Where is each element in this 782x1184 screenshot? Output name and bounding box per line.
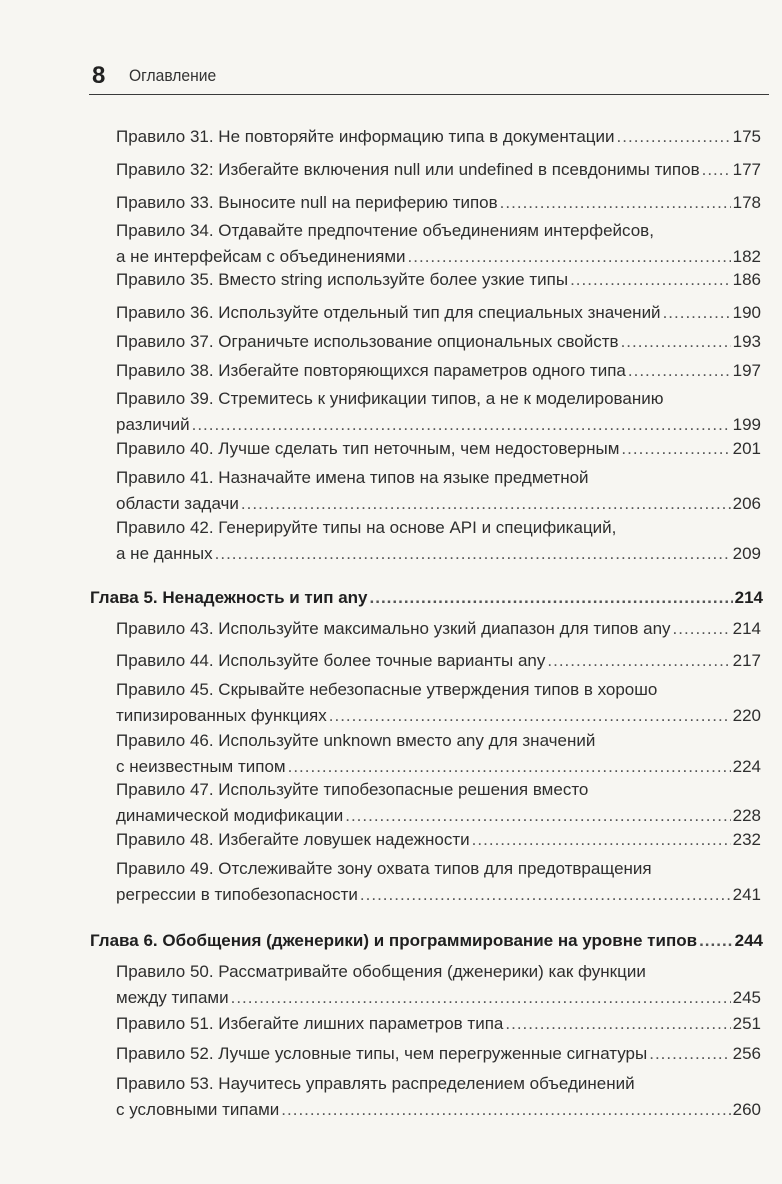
toc-entry-text: а не данных — [116, 544, 213, 563]
toc-chapter-entry — [90, 928, 763, 954]
toc-entry-text: Правило 43. Используйте максимально узкий диапазон для типов any — [116, 619, 671, 638]
toc-rule-entry — [116, 1041, 761, 1067]
toc-page-number: 251 — [732, 1014, 761, 1033]
toc-entry-text: Правило 35. Вместо string используйте более узкие типы — [116, 270, 569, 289]
toc-entry-text: Правило 49. Отслеживайте зону охвата типов для предотвращения — [116, 859, 652, 878]
toc-entry-text: динамической модификации — [116, 806, 344, 825]
toc-page-number: 228 — [732, 806, 761, 825]
toc-entry-text: Правило 32: Избегайте включения null или undefined в псевдонимы типов — [116, 160, 700, 179]
toc-rule-entry — [116, 827, 761, 853]
toc-entry-text: а не интерфейсам с объединениями — [116, 247, 406, 266]
toc-entry-text: Правило 33. Выносите null на периферию типов — [116, 193, 498, 212]
toc-entry-text: Правило 46. Используйте unknown вместо any для значений — [116, 731, 596, 750]
toc-page-number: 245 — [732, 988, 761, 1007]
toc-entry-text: Правило 45. Скрывайте небезопасные утверждения типов в хорошо — [116, 680, 658, 699]
toc-rule-entry — [116, 1071, 761, 1123]
toc-entry-text: с условными типами — [116, 1100, 280, 1119]
toc-entry-text: Правило 34. Отдавайте предпочтение объединениям интерфейсов, — [116, 221, 654, 240]
toc-rule-entry — [116, 728, 761, 780]
toc-entry-text: Правило 38. Избегайте повторяющихся параметров одного типа — [116, 361, 626, 380]
toc-rule-entry — [116, 648, 761, 674]
toc-rule-entry — [116, 157, 761, 183]
toc-rule-entry — [116, 218, 761, 270]
dot-leader — [241, 491, 731, 517]
dot-leader — [628, 358, 731, 384]
toc-entry-text: Правило 47. Используйте типобезопасные решения вместо — [116, 780, 589, 799]
dot-leader — [370, 585, 733, 611]
toc-entry-text: Правило 41. Назначайте имена типов на языке предметной — [116, 468, 589, 487]
toc-page-number: 197 — [732, 361, 761, 380]
toc-entry-text: Правило 31. Не повторяйте информацию типа в документации — [116, 127, 615, 146]
toc-page-number: 209 — [732, 544, 761, 563]
dot-leader — [621, 436, 730, 462]
toc-entry-text: Глава 5. Ненадежность и тип any — [90, 588, 368, 607]
toc-rule-entry — [116, 358, 761, 384]
dot-leader — [281, 1097, 730, 1123]
toc-rule-entry — [116, 856, 761, 908]
dot-leader — [360, 882, 731, 908]
toc-rule-entry — [116, 386, 761, 438]
toc-entry-text: Правило 39. Стремитесь к унификации типов, а не к моделированию — [116, 389, 664, 408]
toc-page-number: 232 — [732, 830, 761, 849]
dot-leader — [617, 124, 731, 150]
dot-leader — [231, 985, 731, 1011]
toc-page-number: 217 — [732, 651, 761, 670]
toc-page-number: 199 — [732, 415, 761, 434]
toc-page-number: 224 — [732, 757, 761, 776]
toc-page-number: 177 — [732, 160, 761, 179]
toc-page-number: 175 — [732, 127, 761, 146]
dot-leader — [570, 267, 731, 293]
toc-page-number: 214 — [732, 619, 761, 638]
toc-page-number: 220 — [732, 706, 761, 725]
dot-leader — [329, 703, 731, 729]
toc-page-number: 186 — [732, 270, 761, 289]
toc-rule-entry — [116, 190, 761, 216]
toc-entry-text: Правило 40. Лучше сделать тип неточным, чем недостоверным — [116, 439, 620, 458]
page-number: 8 — [92, 62, 106, 89]
toc-entry-text: с неизвестным типом — [116, 757, 286, 776]
dot-leader — [649, 1041, 730, 1067]
toc-rule-entry — [116, 124, 761, 150]
running-title: Оглавление — [129, 66, 217, 85]
toc-page-number: 201 — [732, 439, 761, 458]
page-header — [89, 58, 769, 95]
toc-page-number: 214 — [734, 588, 763, 607]
toc-rule-entry — [116, 777, 761, 829]
dot-leader — [547, 648, 730, 674]
dot-leader — [699, 928, 733, 954]
toc-page-number: 256 — [732, 1044, 761, 1063]
toc-rule-entry — [116, 329, 761, 355]
toc-chapter-entry — [90, 585, 763, 611]
dot-leader — [673, 616, 731, 642]
toc-page-number: 190 — [732, 303, 761, 322]
toc-rule-entry — [116, 267, 761, 293]
toc-entry-text: Правило 52. Лучше условные типы, чем перегруженные сигнатуры — [116, 1044, 648, 1063]
toc-entry-text: Правило 37. Ограничьте использование опциональных свойств — [116, 332, 619, 351]
toc-page-number: 182 — [732, 247, 761, 266]
toc-page-number: 260 — [732, 1100, 761, 1119]
dot-leader — [702, 157, 731, 183]
dot-leader — [472, 827, 731, 853]
toc-rule-entry — [116, 677, 761, 729]
dot-leader — [500, 190, 731, 216]
toc-entry-text: Правило 48. Избегайте ловушек надежности — [116, 830, 470, 849]
dot-leader — [215, 541, 731, 567]
toc-entry-text: Глава 6. Обобщения (дженерики) и программирование на уровне типов — [90, 931, 698, 950]
toc-entry-text: между типами — [116, 988, 229, 1007]
dot-leader — [505, 1011, 730, 1037]
toc-page-number: 193 — [732, 332, 761, 351]
dot-leader — [192, 412, 731, 438]
toc-entry-text: Правило 44. Используйте более точные варианты any — [116, 651, 546, 670]
toc-entry-text: Правило 50. Рассматривайте обобщения (дженерики) как функции — [116, 962, 646, 981]
toc-rule-entry — [116, 959, 761, 1011]
toc-page-number: 178 — [732, 193, 761, 212]
dot-leader — [663, 300, 731, 326]
toc-page-number: 244 — [734, 931, 763, 950]
toc-rule-entry — [116, 465, 761, 517]
toc-entry-text: Правило 36. Используйте отдельный тип для специальных значений — [116, 303, 661, 322]
toc-rule-entry — [116, 515, 761, 567]
toc-page-number: 206 — [732, 494, 761, 513]
toc-entry-text: Правило 51. Избегайте лишних параметров типа — [116, 1014, 504, 1033]
toc-page-number: 241 — [732, 885, 761, 904]
toc-entry-text: регрессии в типобезопасности — [116, 885, 358, 904]
toc-entry-text: Правило 42. Генерируйте типы на основе API и спецификаций, — [116, 518, 617, 537]
toc-entry-text: области задачи — [116, 494, 239, 513]
dot-leader — [345, 803, 730, 829]
toc-entry-text: типизированных функциях — [116, 706, 327, 725]
toc-rule-entry — [116, 436, 761, 462]
dot-leader — [621, 329, 731, 355]
toc-rule-entry — [116, 300, 761, 326]
toc-rule-entry — [116, 1011, 761, 1037]
toc-rule-entry — [116, 616, 761, 642]
toc-entry-text: Правило 53. Научитесь управлять распределением объединений — [116, 1074, 635, 1093]
toc-entry-text: различий — [116, 415, 190, 434]
